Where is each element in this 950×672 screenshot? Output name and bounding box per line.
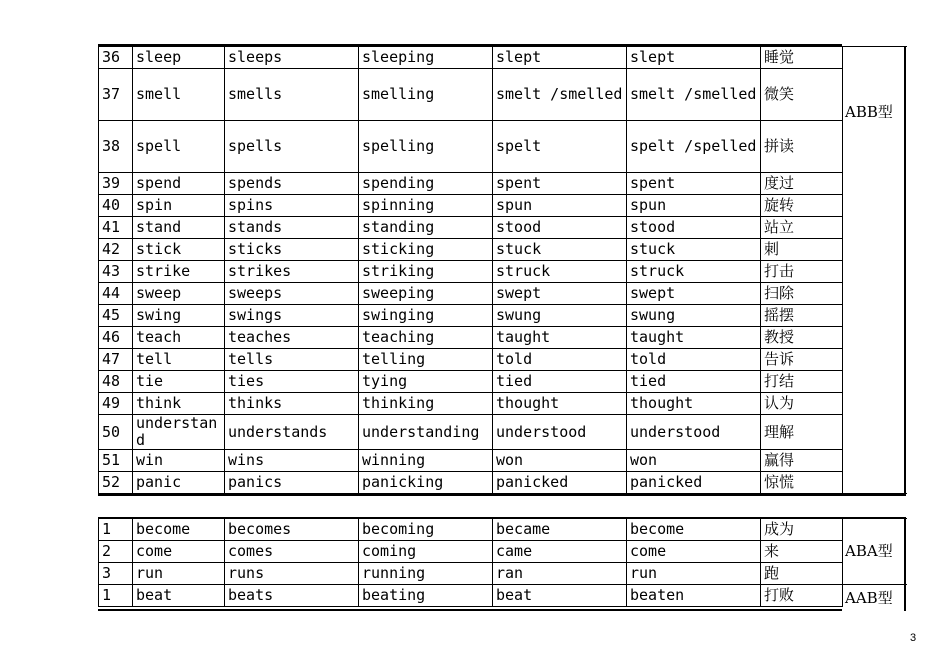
ing-form: sweeping <box>359 283 493 305</box>
ing-form: beating <box>359 585 493 607</box>
table-row <box>99 393 908 415</box>
table-row <box>99 519 908 541</box>
chinese-meaning: 惊慌 <box>761 472 843 494</box>
ing-form: sleeping <box>359 47 493 69</box>
chinese-meaning: 旋转 <box>761 195 843 217</box>
base-form: swing <box>133 305 225 327</box>
past-participle: stuck <box>627 239 761 261</box>
table-row <box>99 472 908 494</box>
third-person-form: swings <box>225 305 359 327</box>
past-tense: became <box>493 519 627 541</box>
ing-form: panicking <box>359 472 493 494</box>
past-tense: spelt <box>493 121 627 173</box>
base-form: win <box>133 450 225 472</box>
row-number: 45 <box>99 305 133 327</box>
group-label-aab: AAB型 <box>843 585 908 607</box>
third-person-form: runs <box>225 563 359 585</box>
ing-form: understanding <box>359 415 493 450</box>
base-form: come <box>133 541 225 563</box>
row-number: 47 <box>99 349 133 371</box>
table-row <box>99 47 908 69</box>
base-form: tell <box>133 349 225 371</box>
chinese-meaning: 扫除 <box>761 283 843 305</box>
table-row <box>99 450 908 472</box>
table-row <box>99 415 908 450</box>
chinese-meaning: 打败 <box>761 585 843 607</box>
ing-form: sticking <box>359 239 493 261</box>
past-tense: came <box>493 541 627 563</box>
base-form: stick <box>133 239 225 261</box>
base-form: spend <box>133 173 225 195</box>
past-participle: won <box>627 450 761 472</box>
ing-form: spending <box>359 173 493 195</box>
ing-form: winning <box>359 450 493 472</box>
past-participle: become <box>627 519 761 541</box>
chinese-meaning: 微笑 <box>761 69 843 121</box>
third-person-form: panics <box>225 472 359 494</box>
table-row <box>99 121 908 173</box>
third-person-form: stands <box>225 217 359 239</box>
past-participle: run <box>627 563 761 585</box>
past-tense: struck <box>493 261 627 283</box>
past-participle: beaten <box>627 585 761 607</box>
row-number: 39 <box>99 173 133 195</box>
base-form: smell <box>133 69 225 121</box>
third-person-form: understands <box>225 415 359 450</box>
chinese-meaning: 告诉 <box>761 349 843 371</box>
chinese-meaning: 拼读 <box>761 121 843 173</box>
table1-group-col-bottom <box>842 494 906 496</box>
ing-form: tying <box>359 371 493 393</box>
base-form: sweep <box>133 283 225 305</box>
chinese-meaning: 打击 <box>761 261 843 283</box>
table-row <box>99 195 908 217</box>
past-tense: swung <box>493 305 627 327</box>
chinese-meaning: 教授 <box>761 327 843 349</box>
third-person-form: sweeps <box>225 283 359 305</box>
irregular-verbs-table-abb <box>98 46 907 494</box>
chinese-meaning: 站立 <box>761 217 843 239</box>
chinese-meaning: 跑 <box>761 563 843 585</box>
past-tense: swept <box>493 283 627 305</box>
past-participle: swept <box>627 283 761 305</box>
base-form: run <box>133 563 225 585</box>
past-tense: spent <box>493 173 627 195</box>
base-form: spell <box>133 121 225 173</box>
table-row <box>99 541 908 563</box>
table-row <box>99 69 908 121</box>
ing-form: smelling <box>359 69 493 121</box>
table-row <box>99 349 908 371</box>
third-person-form: strikes <box>225 261 359 283</box>
row-number: 49 <box>99 393 133 415</box>
past-tense: stood <box>493 217 627 239</box>
past-participle: struck <box>627 261 761 283</box>
table2-top-border <box>98 517 906 519</box>
chinese-meaning: 来 <box>761 541 843 563</box>
table-row <box>99 563 908 585</box>
row-number: 37 <box>99 69 133 121</box>
third-person-form: thinks <box>225 393 359 415</box>
table-row <box>99 283 908 305</box>
ing-form: coming <box>359 541 493 563</box>
third-person-form: spends <box>225 173 359 195</box>
past-participle: thought <box>627 393 761 415</box>
ing-form: telling <box>359 349 493 371</box>
row-number: 38 <box>99 121 133 173</box>
table-row <box>99 217 908 239</box>
table-row <box>99 371 908 393</box>
table-row <box>99 585 908 607</box>
past-tense: ran <box>493 563 627 585</box>
past-tense: understood <box>493 415 627 450</box>
third-person-form: sleeps <box>225 47 359 69</box>
ing-form: becoming <box>359 519 493 541</box>
past-participle: spelt /spelled <box>627 121 761 173</box>
row-number: 2 <box>99 541 133 563</box>
third-person-form: ties <box>225 371 359 393</box>
row-number: 51 <box>99 450 133 472</box>
table-row <box>99 239 908 261</box>
row-number: 40 <box>99 195 133 217</box>
base-form: understand <box>133 415 225 450</box>
table-row <box>99 327 908 349</box>
base-form: panic <box>133 472 225 494</box>
table2-bottom-border <box>98 609 842 611</box>
row-number: 44 <box>99 283 133 305</box>
row-number: 1 <box>99 585 133 607</box>
past-tense: panicked <box>493 472 627 494</box>
row-number: 50 <box>99 415 133 450</box>
past-tense: thought <box>493 393 627 415</box>
irregular-verbs-table-aba <box>98 518 907 607</box>
base-form: stand <box>133 217 225 239</box>
past-participle: come <box>627 541 761 563</box>
base-form: strike <box>133 261 225 283</box>
past-tense: beat <box>493 585 627 607</box>
ing-form: striking <box>359 261 493 283</box>
past-participle: understood <box>627 415 761 450</box>
past-participle: swung <box>627 305 761 327</box>
base-form: beat <box>133 585 225 607</box>
row-number: 3 <box>99 563 133 585</box>
third-person-form: becomes <box>225 519 359 541</box>
third-person-form: wins <box>225 450 359 472</box>
chinese-meaning: 理解 <box>761 415 843 450</box>
chinese-meaning: 睡觉 <box>761 47 843 69</box>
table-row <box>99 305 908 327</box>
chinese-meaning: 认为 <box>761 393 843 415</box>
base-form: teach <box>133 327 225 349</box>
chinese-meaning: 度过 <box>761 173 843 195</box>
third-person-form: smells <box>225 69 359 121</box>
past-tense: stuck <box>493 239 627 261</box>
row-number: 41 <box>99 217 133 239</box>
base-form: tie <box>133 371 225 393</box>
row-number: 43 <box>99 261 133 283</box>
ing-form: running <box>359 563 493 585</box>
past-participle: smelt /smelled <box>627 69 761 121</box>
chinese-meaning: 赢得 <box>761 450 843 472</box>
group-label-aba: ABA型 <box>843 519 908 585</box>
base-form: spin <box>133 195 225 217</box>
past-participle: stood <box>627 217 761 239</box>
past-tense: smelt /smelled <box>493 69 627 121</box>
row-number: 46 <box>99 327 133 349</box>
row-number: 1 <box>99 519 133 541</box>
third-person-form: comes <box>225 541 359 563</box>
row-number: 42 <box>99 239 133 261</box>
group-label-abb: ABB型 <box>843 0 908 336</box>
third-person-form: spins <box>225 195 359 217</box>
third-person-form: spells <box>225 121 359 173</box>
third-person-form: beats <box>225 585 359 607</box>
row-number: 48 <box>99 371 133 393</box>
table1-right-border <box>904 46 906 496</box>
table-row <box>99 173 908 195</box>
third-person-form: sticks <box>225 239 359 261</box>
past-participle: panicked <box>627 472 761 494</box>
past-participle: tied <box>627 371 761 393</box>
ing-form: spelling <box>359 121 493 173</box>
row-number: 52 <box>99 472 133 494</box>
chinese-meaning: 打结 <box>761 371 843 393</box>
chinese-meaning: 刺 <box>761 239 843 261</box>
past-tense: told <box>493 349 627 371</box>
third-person-form: teaches <box>225 327 359 349</box>
past-participle: spent <box>627 173 761 195</box>
ing-form: thinking <box>359 393 493 415</box>
row-number: 36 <box>99 47 133 69</box>
past-tense: taught <box>493 327 627 349</box>
past-participle: told <box>627 349 761 371</box>
page-number: 3 <box>910 632 917 644</box>
ing-form: teaching <box>359 327 493 349</box>
ing-form: swinging <box>359 305 493 327</box>
table-row <box>99 261 908 283</box>
third-person-form: tells <box>225 349 359 371</box>
past-tense: spun <box>493 195 627 217</box>
past-tense: tied <box>493 371 627 393</box>
past-tense: slept <box>493 47 627 69</box>
base-form: think <box>133 393 225 415</box>
ing-form: standing <box>359 217 493 239</box>
past-participle: slept <box>627 47 761 69</box>
table2-right-border <box>904 517 906 611</box>
ing-form: spinning <box>359 195 493 217</box>
base-form: become <box>133 519 225 541</box>
past-tense: won <box>493 450 627 472</box>
past-participle: taught <box>627 327 761 349</box>
table1-bottom-border <box>98 494 906 496</box>
chinese-meaning: 成为 <box>761 519 843 541</box>
base-form: sleep <box>133 47 225 69</box>
past-participle: spun <box>627 195 761 217</box>
chinese-meaning: 摇摆 <box>761 305 843 327</box>
